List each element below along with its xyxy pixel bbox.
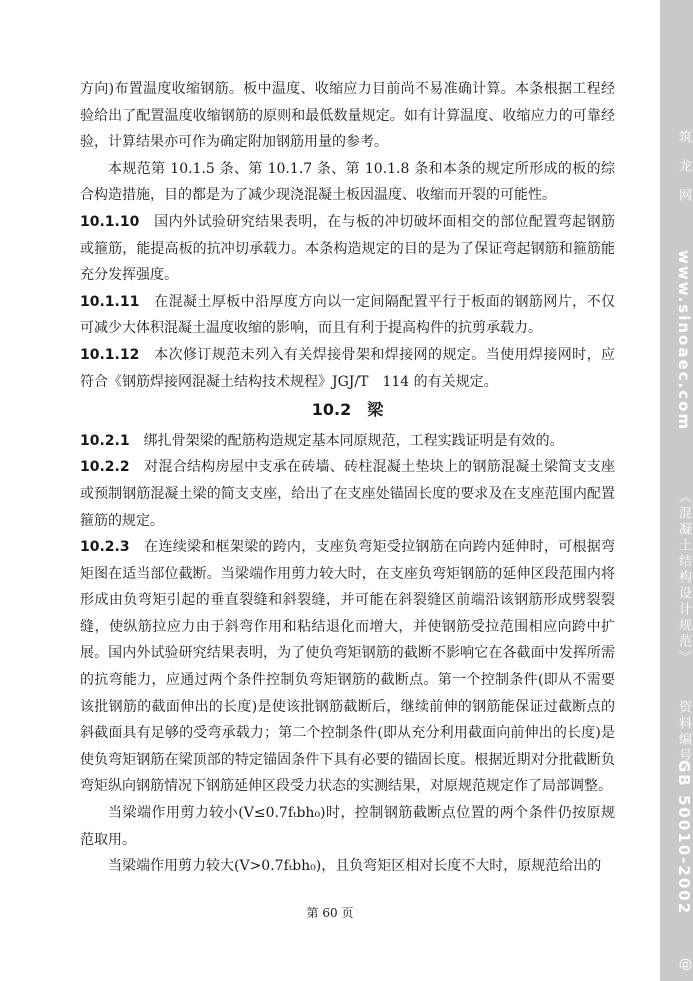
paragraph: 当梁端作用剪力较小(V≤0.7fₜbh₀)时，控制钢筋截断点位置的两个条件仍按原规范取用。 xyxy=(80,805,615,848)
section-title: 10.2 梁 xyxy=(311,400,384,420)
paragraph: 10.2.1 绑扎骨架梁的配筋构造规定基本同原规范，工程实践证明是有效的。 xyxy=(80,432,564,449)
paragraph: 10.1.12 本次修订规范未列入有关焊接骨架和焊接网的规定。当使用焊接网时，应符合《钢筋焊接网混凝土结构技术规程》JGJ/T 114 的有关规定。 xyxy=(80,346,615,390)
document-body xyxy=(80,76,615,880)
paragraph: 10.1.10 国内外试验研究结果表明，在与板的冲切破坏面相交的部位配置弯起钢筋或箍筋，能提高板的抗冲切承载力。本条构造规定的目的是为了保证弯起钢筋和箍筋能充分发挥强度。 xyxy=(80,213,615,284)
clause-number: 10.1.10 xyxy=(80,213,140,230)
copyright-mark: @ xyxy=(678,958,693,971)
site-name: 筑 龙 网 xyxy=(676,130,691,208)
book-title: 《混凝土结构设计规范》 xyxy=(676,490,691,666)
clause-number: 10.1.12 xyxy=(80,346,140,363)
document-code-label: 资料编号: xyxy=(676,700,691,772)
clause-number: 10.2.3 xyxy=(80,539,130,556)
page-number: 第 60 页 xyxy=(306,906,354,920)
paragraph: 当梁端作用剪力较大(V>0.7fₜbh₀)，且负弯矩区相对长度不大时，原规范给出的 xyxy=(108,858,602,875)
clause-number: 10.2.1 xyxy=(80,432,130,449)
clause-number: 10.1.11 xyxy=(80,293,140,310)
paragraph: 10.1.11 在混凝土厚板中沿厚度方向以一定间隔配置平行于板面的钢筋网片，不仅可减少大体积混凝土温度收缩的影响，而且有利于提高构件的抗剪承载力。 xyxy=(80,293,615,337)
paragraph: 本规范第 10.1.5 条、第 10.1.7 条、第 10.1.8 条和本条的规定所形成的板的综合构造措施，目的都是为了减少现浇混凝土板因温度、收缩而开裂的可能性。 xyxy=(80,160,615,204)
paragraph: 方向)布置温度收缩钢筋。板中温度、收缩应力目前尚不易准确计算。本条根据工程经验给出了配置温度收缩钢筋的原则和最低数量规定。如有计算温度、收缩应力的可靠经验，计算结果亦可作为确定附加钢筋用量的参考。 xyxy=(80,81,615,151)
site-url: www.sinoaec.com xyxy=(675,250,693,432)
clause-number: 10.2.2 xyxy=(80,459,130,476)
watermark-sidebar xyxy=(660,0,693,981)
paragraph: 10.2.3 在连续梁和框架梁的跨内，支座负弯矩受拉钢筋在向跨内延伸时，可根据弯矩图在适当部位截断。当梁端作用剪力较大时，在支座负弯矩钢筋的延伸区段范围内将形成由负弯矩引起的垂直裂缝和斜裂缝，并可能在斜裂缝区前端沿该钢筋形成劈裂裂缝，使纵筋拉应力由于斜弯作用和粘结退化而增大，并使钢筋受拉范围相应向跨中扩展。国内外试验研究结果表明，为了使负弯矩钢筋的截断不影响它在各截面中发挥所需的抗弯能力，应通过两个条件控制负弯矩钢筋的截断点。第一个控制条件(即从不需要该批钢筋的截面伸出的长度)是使该批钢筋截断后，继续前伸的钢筋能保证过截断点的斜截面具有足够的受弯承载力；第二个控制条件(即从充分利用截面向前伸出的长度)是使负弯矩钢筋在梁顶部的特定锚固条件下具有必要的锚固长度。根据近期对分批截断负弯矩纵向钢筋情况下钢筋延伸区段受力状态的实测结果，对原规范规定作了局部调整。 xyxy=(80,539,616,795)
document-code: GB 50010-2002 xyxy=(675,760,693,916)
paragraph: 10.2.2 对混合结构房屋中支承在砖墙、砖柱混凝土垫块上的钢筋混凝土梁简支支座或预制钢筋混凝土梁的简支支座，给出了在支座处锚固长度的要求及在支座范围内配置箍筋的规定。 xyxy=(80,459,616,529)
